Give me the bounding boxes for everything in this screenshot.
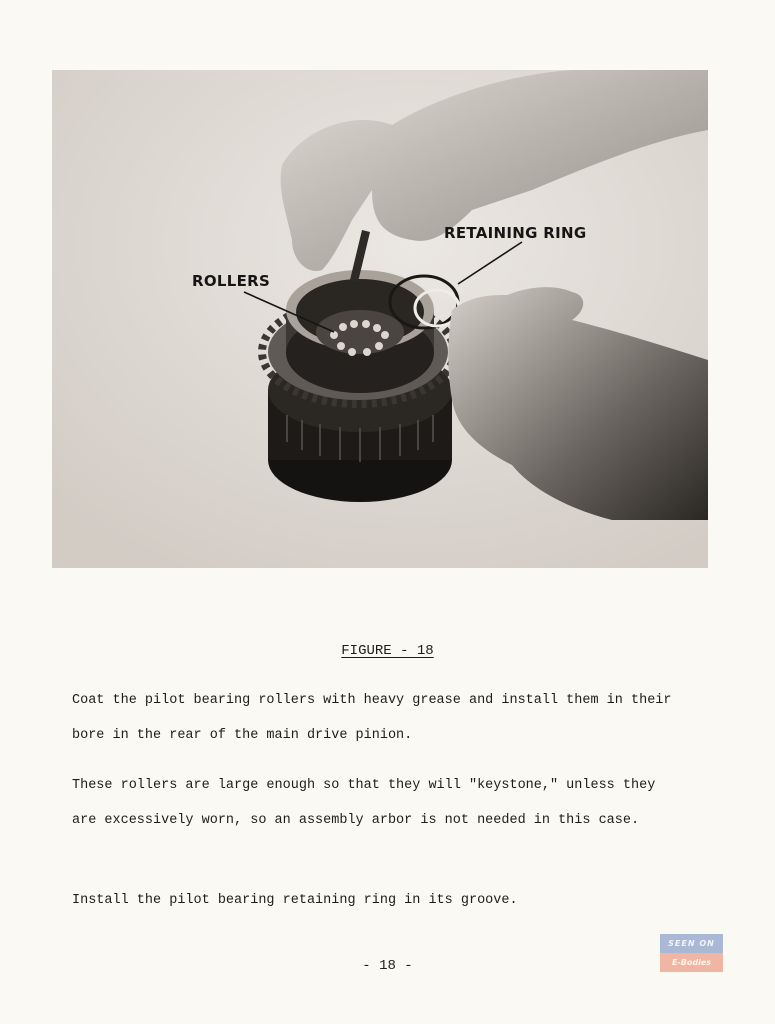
- paragraph-3: Install the pilot bearing retaining ring in its groove.: [72, 893, 518, 908]
- figure-photo: [52, 70, 708, 568]
- paragraph-1: Coat the pilot bearing rollers with heavy grease and install them in their bore in the rear of the main drive pinion.: [72, 693, 672, 743]
- watermark-bottom: E-Bodies: [660, 953, 723, 972]
- page-number: - 18 -: [362, 958, 413, 974]
- watermark-top: SEEN ON: [660, 934, 723, 953]
- retaining-ring-label: RETAINING RING: [444, 224, 587, 242]
- paragraph-2: These rollers are large enough so that they will "keystone," unless they are excessively worn, so an assembly arbor is not needed in this case.: [72, 778, 656, 828]
- figure-caption: FIGURE - 18: [341, 643, 434, 659]
- rollers-label: ROLLERS: [192, 272, 271, 290]
- gear-assembly: [262, 270, 454, 502]
- watermark-logo: [660, 934, 723, 972]
